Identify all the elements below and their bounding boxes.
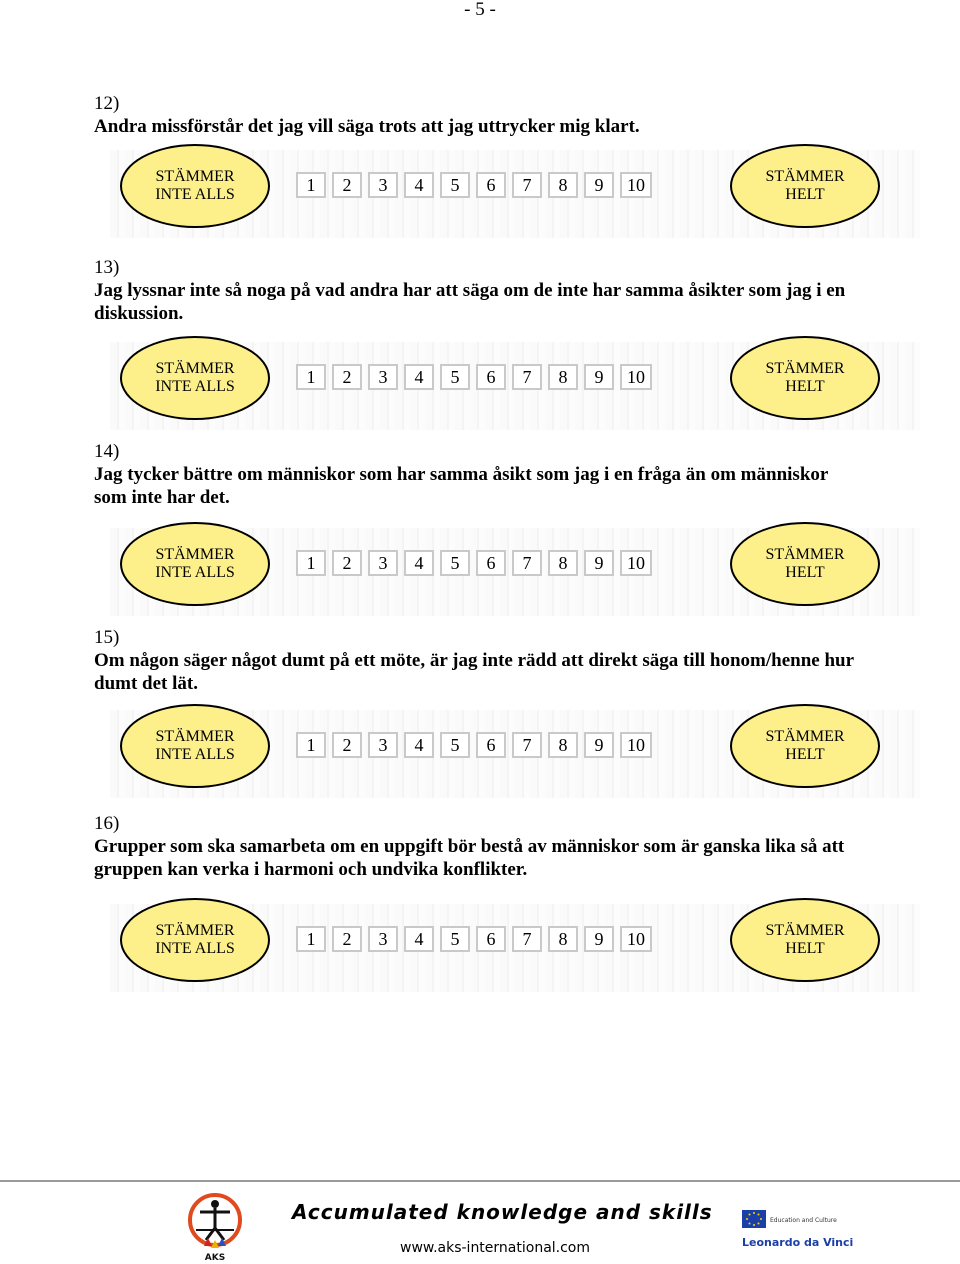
number-boxes — [296, 364, 652, 390]
label-disagree — [120, 522, 270, 606]
label-agree — [730, 898, 880, 982]
rating-box-1[interactable]: 1 — [296, 364, 326, 390]
question-text: Grupper som ska samarbeta om en uppgift bör bestå av människor som är ganska lika så att gruppen kan verka i harmoni och undvika konflikter. — [94, 836, 845, 880]
rating-box-4[interactable]: 4 — [404, 732, 434, 758]
rating-box-4[interactable]: 4 — [404, 550, 434, 576]
question-13 — [94, 256, 854, 325]
label-line: STÄMMER — [155, 168, 235, 185]
footer-title: Accumulated knowledge and skills — [292, 1200, 713, 1224]
rating-box-5[interactable]: 5 — [440, 550, 470, 576]
rating-box-7[interactable]: 7 — [512, 364, 542, 390]
rating-box-6[interactable]: 6 — [476, 550, 506, 576]
rating-box-7[interactable]: 7 — [512, 732, 542, 758]
rating-box-6[interactable]: 6 — [476, 364, 506, 390]
rating-box-2[interactable]: 2 — [332, 926, 362, 952]
rating-box-10[interactable]: 10 — [620, 732, 652, 758]
rating-box-6[interactable]: 6 — [476, 172, 506, 198]
rating-box-5[interactable]: 5 — [440, 732, 470, 758]
question-text: Andra missförstår det jag vill säga trots att jag uttrycker mig klart. — [94, 116, 640, 137]
question-number: 12) — [94, 93, 120, 114]
question-number: 15) — [94, 627, 120, 648]
label-line: INTE ALLS — [155, 940, 235, 957]
label-line: STÄMMER — [765, 728, 845, 745]
label-disagree — [120, 704, 270, 788]
label-agree — [730, 522, 880, 606]
rating-box-7[interactable]: 7 — [512, 926, 542, 952]
label-line: INTE ALLS — [155, 564, 235, 581]
rating-box-7[interactable]: 7 — [512, 550, 542, 576]
rating-box-6[interactable]: 6 — [476, 926, 506, 952]
question-15 — [94, 626, 854, 695]
number-boxes — [296, 172, 652, 198]
rating-box-3[interactable]: 3 — [368, 926, 398, 952]
label-line: HELT — [785, 186, 825, 203]
label-line: INTE ALLS — [155, 186, 235, 203]
rating-box-8[interactable]: 8 — [548, 926, 578, 952]
question-12 — [94, 92, 854, 138]
label-agree — [730, 144, 880, 228]
question-text: Jag tycker bättre om människor som har samma åsikt som jag i en fråga än om människor som inte har det. — [94, 464, 828, 508]
aks-logo-text: AKS — [204, 1253, 226, 1263]
label-line: HELT — [785, 564, 825, 581]
label-line: STÄMMER — [765, 360, 845, 377]
rating-box-3[interactable]: 3 — [368, 364, 398, 390]
question-number: 13) — [94, 257, 120, 278]
number-boxes — [296, 550, 652, 576]
rating-box-10[interactable]: 10 — [620, 172, 652, 198]
question-14 — [94, 440, 854, 509]
question-16 — [94, 812, 854, 881]
label-line: STÄMMER — [765, 168, 845, 185]
rating-box-8[interactable]: 8 — [548, 364, 578, 390]
label-disagree — [120, 898, 270, 982]
rating-scale-14 — [110, 522, 920, 622]
rating-box-5[interactable]: 5 — [440, 926, 470, 952]
label-line: HELT — [785, 940, 825, 957]
rating-box-5[interactable]: 5 — [440, 364, 470, 390]
rating-scale-12 — [110, 144, 920, 244]
rating-box-1[interactable]: 1 — [296, 926, 326, 952]
rating-box-8[interactable]: 8 — [548, 732, 578, 758]
aks-logo-icon — [186, 1190, 244, 1262]
rating-box-6[interactable]: 6 — [476, 732, 506, 758]
rating-box-2[interactable]: 2 — [332, 550, 362, 576]
label-line: HELT — [785, 378, 825, 395]
rating-box-9[interactable]: 9 — [584, 926, 614, 952]
rating-box-1[interactable]: 1 — [296, 732, 326, 758]
label-line: STÄMMER — [155, 728, 235, 745]
rating-box-4[interactable]: 4 — [404, 172, 434, 198]
rating-box-1[interactable]: 1 — [296, 550, 326, 576]
rating-box-5[interactable]: 5 — [440, 172, 470, 198]
rating-box-8[interactable]: 8 — [548, 550, 578, 576]
rating-box-3[interactable]: 3 — [368, 172, 398, 198]
eu-logo-title: Leonardo da Vinci — [742, 1236, 854, 1249]
question-number: 16) — [94, 813, 120, 834]
question-text: Jag lyssnar inte så noga på vad andra har att säga om de inte har samma åsikter som jag i en diskussion. — [94, 280, 846, 324]
rating-box-2[interactable]: 2 — [332, 364, 362, 390]
rating-box-8[interactable]: 8 — [548, 172, 578, 198]
rating-box-10[interactable]: 10 — [620, 550, 652, 576]
rating-box-3[interactable]: 3 — [368, 550, 398, 576]
rating-scale-15 — [110, 704, 920, 804]
rating-box-4[interactable]: 4 — [404, 364, 434, 390]
question-text: Om någon säger något dumt på ett möte, är jag inte rädd att direkt säga till honom/henne hur dumt det lät. — [94, 650, 854, 694]
rating-box-9[interactable]: 9 — [584, 732, 614, 758]
rating-box-4[interactable]: 4 — [404, 926, 434, 952]
eu-logo-subtitle: Education and Culture — [770, 1217, 837, 1224]
label-line: INTE ALLS — [155, 746, 235, 763]
label-line: STÄMMER — [155, 922, 235, 939]
label-line: STÄMMER — [155, 360, 235, 377]
label-line: STÄMMER — [155, 546, 235, 563]
label-line: HELT — [785, 746, 825, 763]
label-disagree — [120, 144, 270, 228]
rating-box-3[interactable]: 3 — [368, 732, 398, 758]
label-line: STÄMMER — [765, 922, 845, 939]
label-agree — [730, 336, 880, 420]
question-number: 14) — [94, 441, 120, 462]
rating-box-9[interactable]: 9 — [584, 172, 614, 198]
footer-divider — [0, 1180, 960, 1182]
rating-box-2[interactable]: 2 — [332, 732, 362, 758]
number-boxes — [296, 732, 652, 758]
footer-url[interactable]: www.aks-international.com — [400, 1240, 591, 1256]
label-line: INTE ALLS — [155, 378, 235, 395]
rating-box-10[interactable]: 10 — [620, 364, 652, 390]
rating-box-9[interactable]: 9 — [584, 364, 614, 390]
page-number: - 5 - — [464, 0, 496, 20]
label-disagree — [120, 336, 270, 420]
rating-scale-16 — [110, 898, 920, 998]
leonardo-da-vinci-logo-icon — [742, 1208, 854, 1252]
rating-box-7[interactable]: 7 — [512, 172, 542, 198]
label-line: STÄMMER — [765, 546, 845, 563]
rating-box-2[interactable]: 2 — [332, 172, 362, 198]
rating-box-10[interactable]: 10 — [620, 926, 652, 952]
rating-scale-13 — [110, 336, 920, 436]
rating-box-9[interactable]: 9 — [584, 550, 614, 576]
label-agree — [730, 704, 880, 788]
number-boxes — [296, 926, 652, 952]
rating-box-1[interactable]: 1 — [296, 172, 326, 198]
